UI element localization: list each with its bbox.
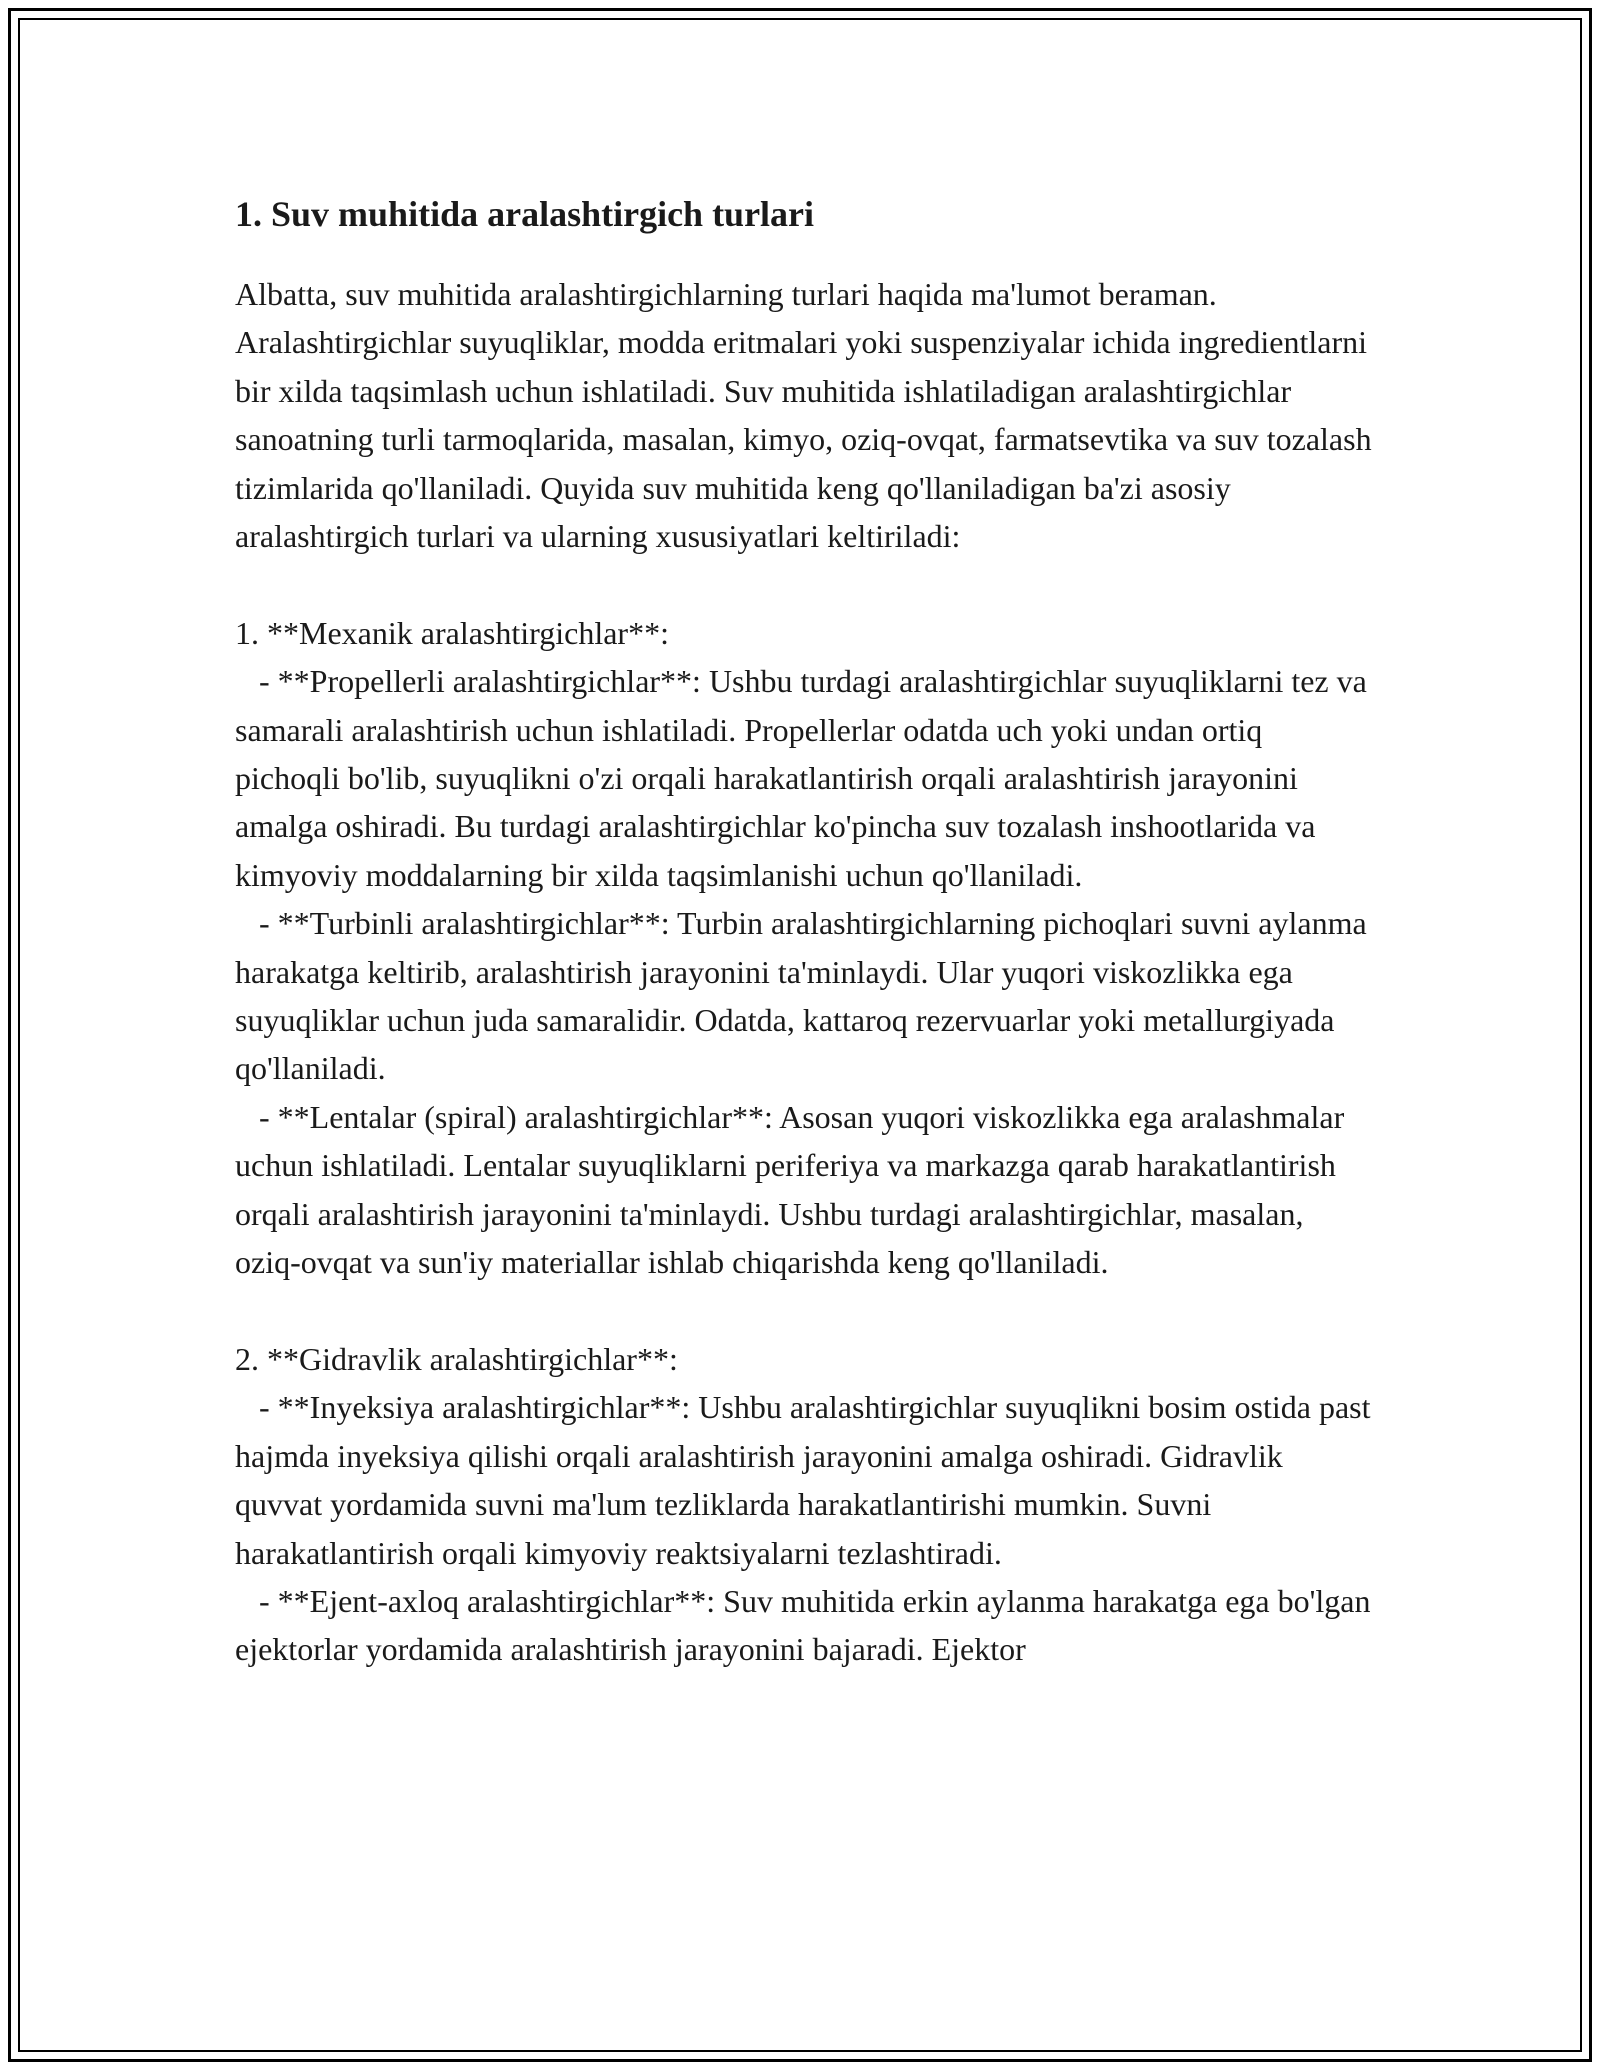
list-item-lentalar: - **Lentalar (spiral) aralashtirgichlar**: Asosan yuqori viskozlikka ega aralashmalar uchun ishlatiladi. Lentalar suyuqliklarni periferiya va markazga qarab harakatlantirish orqali aralashtirish jarayonini ta'minlaydi. Ushbu turdagi aralashtirgichlar, masalan, oziq-ovqat va sun'iy materiallar ishlab chiqarishda keng qo'llaniladi. bbox=[235, 1098, 1353, 1281]
intro-paragraph: Albatta, suv muhitida aralashtirgichlarning turlari haqida ma'lumot beraman. Aralashtirgichlar suyuqliklar, modda eritmalari yoki suspenziyalar ichida ingredientlarni bir xilda taqsimlash uchun ishlatiladi. Suv muhitida ishlatiladigan aralashtirgichlar sanoatning turli tarmoqlarida, masalan, kimyo, oziq-ovqat, farmatsevtika va suv tozalash tizimlarida qo'llaniladi. Quyida suv muhitida keng qo'llaniladigan ba'zi asosiy aralashtirgich turlari va ularning xususiyatlari keltiriladi: bbox=[235, 276, 1380, 555]
list-item-ejent: - **Ejent-axloq aralashtirgichlar**: Suv muhitida erkin aylanma harakatga ega bo'lgan ejektorlar yordamida aralashtirish jarayonini bajaradi. Ejektor bbox=[235, 1582, 1379, 1668]
section-2-title: 2. **Gidravlik aralashtirgichlar**: bbox=[235, 1340, 678, 1377]
list-item-propellerli: - **Propellerli aralashtirgichlar**: Ushbu turdagi aralashtirgichlar suyuqliklarni tez va samarali aralashtirish uchun ishlatiladi. Propellerlar odatda uch yoki undan ortiq pichoqli bo'lib, suyuqlikni o'zi orqali harakatlantirish orqali aralashtirish jarayonini amalga oshiradi. Bu turdagi aralashtirgichlar ko'pincha suv tozalash inshootlarida va kimyoviy moddalarning bir xilda taqsimlanishi uchun qo'llaniladi. bbox=[235, 663, 1375, 893]
list-item-turbinli: - **Turbinli aralashtirgichlar**: Turbin aralashtirgichlarning pichoqlari suvni aylanma harakatga keltirib, aralashtirish jarayonini ta'minlaydi. Ular yuqori viskozlikka ega suyuqliklar uchun juda samaralidir. Odatda, kattaroq rezervuarlar yoki metallurgiyada qo'llaniladi. bbox=[235, 905, 1375, 1087]
blank-line bbox=[235, 560, 1375, 608]
section-heading: 1. Suv muhitida aralashtirgich turlari bbox=[235, 194, 815, 234]
document-content bbox=[235, 190, 1380, 1674]
list-item-inyeksiya: - **Inyeksiya aralashtirgichlar**: Ushbu aralashtirgichlar suyuqlikni bosim ostida past hajmda inyeksiya qilishi orqali aralashtirish jarayonini amalga oshiradi. Gidravlik quvvat yordamida suvni ma'lum tezliklarda harakatlantirishi mumkin. Suvni harakatlantirish orqali kimyoviy reaktsiyalarni tezlashtiradi. bbox=[235, 1389, 1379, 1571]
blank-line bbox=[235, 1287, 1375, 1335]
section-1-title: 1. **Mexanik aralashtirgichlar**: bbox=[235, 614, 669, 651]
